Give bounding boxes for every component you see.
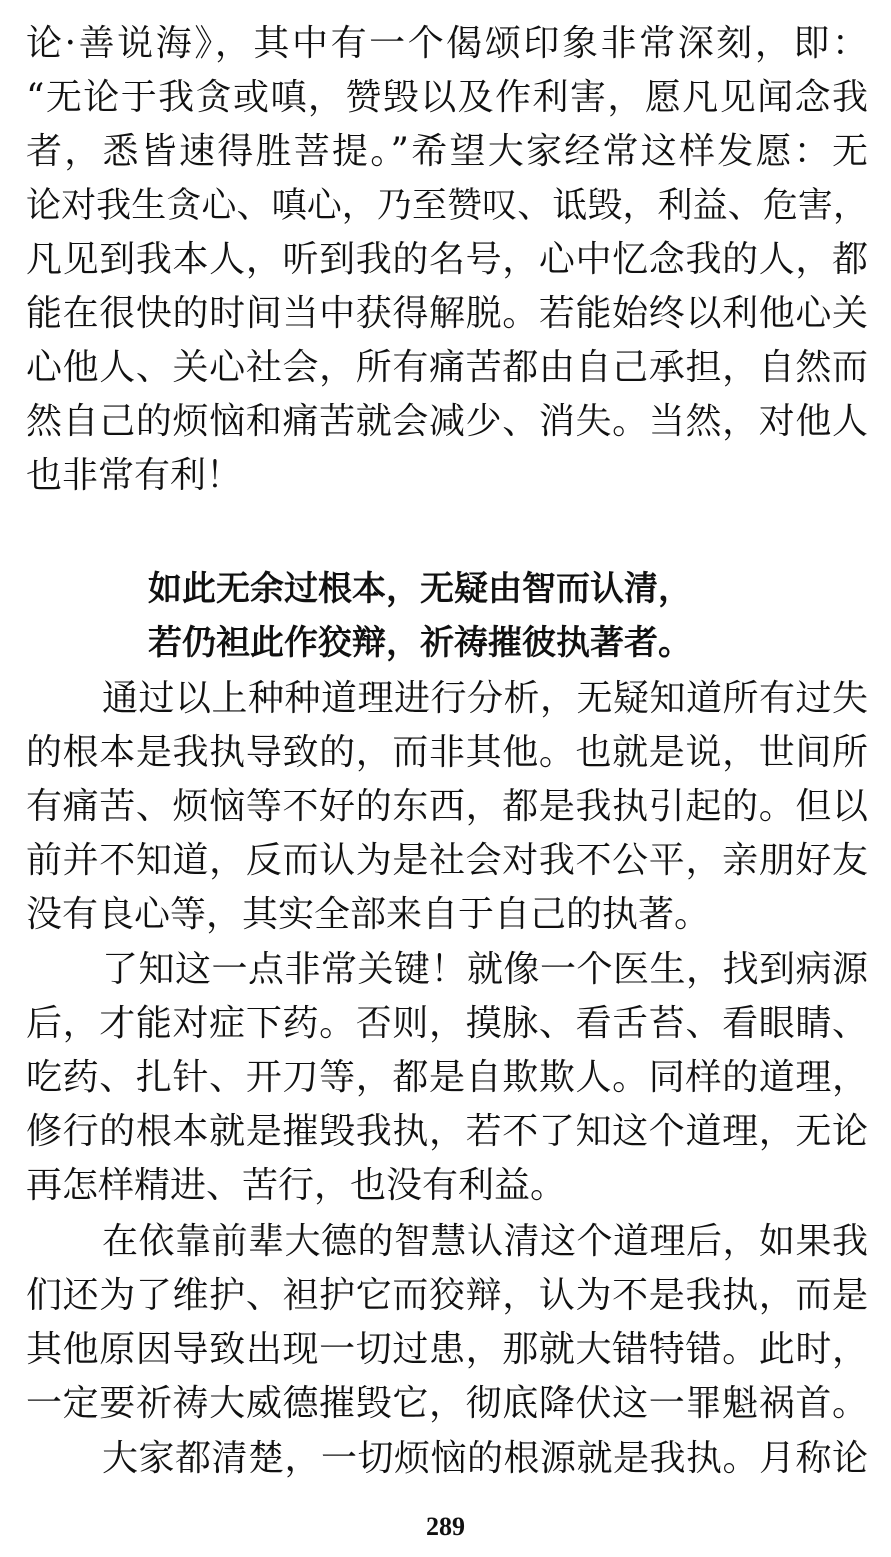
text-line: 论对我生贪心、嗔心，乃至赞叹、诋毁，利益、危害，: [26, 186, 868, 226]
text-line: 一定要祈祷大威德摧毁它，彻底降伏这一罪魁祸首。: [26, 1383, 868, 1424]
text-line: 了知这一点非常关键！就像一个医生，找到病源: [102, 949, 868, 990]
text-line: 凡见到我本人，听到我的名号，心中忆念我的人，都: [26, 239, 868, 280]
verse-line-1: 如此无余过根本，无疑由智而认清，: [148, 569, 692, 609]
text-line: 心他人、关心社会，所有痛苦都由自己承担，自然而: [26, 347, 868, 388]
text-line: 没有良心等，其实全部来自于自己的执著。: [26, 894, 711, 935]
text-line: 修行的根本就是摧毁我执，若不了知这个道理，无论: [26, 1111, 868, 1152]
text-line: 在依靠前辈大德的智慧认清这个道理后，如果我: [102, 1221, 868, 1262]
text-line: 后，才能对症下药。否则，摸脉、看舌苔、看眼睛、: [26, 1003, 868, 1044]
text-line: 吃药、扎针、开刀等，都是自欺欺人。同样的道理，: [26, 1057, 868, 1098]
verse-line-2: 若仍袒此作狡辩，祈祷摧彼执著者。: [148, 623, 692, 663]
text-line: 然自己的烦恼和痛苦就会减少、消失。当然，对他人: [26, 401, 868, 442]
page-number: 289: [426, 1512, 465, 1541]
text-line: 有痛苦、烦恼等不好的东西，都是我执引起的。但以: [26, 786, 868, 827]
text-line: 的根本是我执导致的，而非其他。也就是说，世间所: [26, 732, 868, 773]
text-line: 通过以上种种道理进行分析，无疑知道所有过失: [102, 678, 868, 719]
text-line: 前并不知道，反而认为是社会对我不公平，亲朋好友: [26, 840, 868, 881]
text-line: 论·善说海》，其中有一个偈颂印象非常深刻，即：: [26, 23, 868, 64]
text-line: 大家都清楚，一切烦恼的根源就是我执。月称论: [102, 1438, 868, 1479]
text-line: 者，悉皆速得胜菩提。”希望大家经常这样发愿：无: [26, 131, 868, 172]
text-line: 再怎样精进、苦行，也没有利益。: [26, 1165, 567, 1206]
text-line: 能在很快的时间当中获得解脱。若能始终以利他心关: [26, 293, 868, 334]
text-line: 也非常有利！: [26, 455, 243, 496]
text-line: “无论于我贪或嗔，赞毁以及作利害，愿凡见闻念我: [26, 77, 868, 118]
text-line: 们还为了维护、袒护它而狡辩，认为不是我执，而是: [26, 1275, 868, 1316]
text-line: 其他原因导致出现一切过患，那就大错特错。此时，: [26, 1329, 868, 1370]
